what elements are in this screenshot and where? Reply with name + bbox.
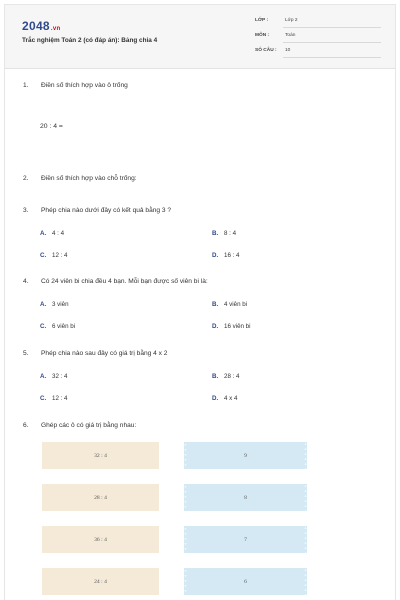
match-card-right[interactable]: 6 <box>187 568 304 595</box>
question-text: Điền số thích hợp vào ô trống <box>41 82 128 89</box>
question-number: 3. <box>23 207 29 214</box>
meta-count <box>255 46 381 58</box>
meta-divider <box>283 57 381 58</box>
option-text: 28 : 4 <box>224 373 240 380</box>
option-letter: C. <box>40 252 47 259</box>
option-text: 4 viên bi <box>224 301 248 308</box>
option-d[interactable] <box>212 323 251 330</box>
option-c[interactable] <box>40 323 75 330</box>
option-c[interactable] <box>40 252 67 259</box>
question-3 <box>23 207 171 214</box>
option-letter: B. <box>212 230 219 237</box>
worksheet-header <box>5 5 395 69</box>
question-4 <box>23 278 208 285</box>
option-letter: C. <box>40 395 47 402</box>
option-letter: D. <box>212 252 219 259</box>
logo-text: 2048 <box>22 19 50 33</box>
match-card-right[interactable]: 8 <box>187 484 304 511</box>
option-letter: D. <box>212 395 219 402</box>
question-number: 4. <box>23 278 29 285</box>
meta-class <box>255 16 381 28</box>
question-text: Có 24 viên bi chia đều 4 bạn. Mỗi bạn được số viên bi là: <box>41 278 208 285</box>
question-text: Điền số thích hợp vào chỗ trống: <box>41 175 137 182</box>
option-text: 12 : 4 <box>52 395 68 402</box>
option-text: 6 viên bi <box>52 323 76 330</box>
question-5 <box>23 350 167 357</box>
question-text: Ghép các ô có giá trị bằng nhau: <box>41 422 137 429</box>
question-text: Phép chia nào dưới đây có kết quả bằng 3 ? <box>41 207 172 214</box>
option-b[interactable] <box>212 373 239 380</box>
option-text: 4 : 4 <box>52 230 65 237</box>
option-letter: A. <box>40 230 47 237</box>
question-6 <box>23 422 136 429</box>
meta-subject-label: MÔN : <box>255 33 270 38</box>
question-2 <box>23 175 137 182</box>
meta-divider <box>283 27 381 28</box>
match-card-left[interactable]: 32 : 4 <box>42 442 159 469</box>
question-number: 6. <box>23 422 29 429</box>
option-letter: C. <box>40 323 47 330</box>
worksheet-page <box>4 4 396 600</box>
option-text: 16 viên bi <box>224 323 251 330</box>
question-number: 5. <box>23 350 29 357</box>
option-letter: A. <box>40 301 47 308</box>
match-card-right[interactable]: 9 <box>187 442 304 469</box>
option-text: 12 : 4 <box>52 252 68 259</box>
site-logo[interactable] <box>22 19 60 33</box>
meta-divider <box>283 42 381 43</box>
option-text: 32 : 4 <box>52 373 68 380</box>
option-b[interactable] <box>212 230 236 237</box>
match-card-left[interactable]: 24 : 4 <box>42 568 159 595</box>
meta-class-label: LỚP : <box>255 18 269 23</box>
option-a[interactable] <box>40 230 64 237</box>
question-number: 1. <box>23 82 29 89</box>
question-text: Phép chia nào sau đây có giá trị bằng 4 x 2 <box>41 350 168 357</box>
option-c[interactable] <box>40 395 67 402</box>
match-card-left[interactable]: 28 : 4 <box>42 484 159 511</box>
question-number: 2. <box>23 175 29 182</box>
option-d[interactable] <box>212 252 239 259</box>
option-d[interactable] <box>212 395 237 402</box>
question-1-expression: 20 : 4 = <box>40 123 63 130</box>
option-a[interactable] <box>40 301 69 308</box>
match-card-right[interactable]: 7 <box>187 526 304 553</box>
option-letter: B. <box>212 301 219 308</box>
option-letter: D. <box>212 323 219 330</box>
logo-suffix: .vn <box>50 26 61 32</box>
question-1 <box>23 82 128 89</box>
option-text: 8 : 4 <box>224 230 237 237</box>
option-letter: B. <box>212 373 219 380</box>
option-b[interactable] <box>212 301 247 308</box>
option-a[interactable] <box>40 373 67 380</box>
option-text: 3 viên <box>52 301 69 308</box>
worksheet-title: Trắc nghiệm Toán 2 (có đáp án): Bảng chia 4 <box>22 37 158 44</box>
meta-subject-value: Toán <box>285 33 296 38</box>
option-text: 16 : 4 <box>224 252 240 259</box>
meta-count-value: 10 <box>285 48 291 53</box>
meta-class-value: Lớp 2 <box>285 18 298 23</box>
meta-count-label: SỐ CÂU : <box>255 48 277 53</box>
match-card-left[interactable]: 36 : 4 <box>42 526 159 553</box>
meta-subject <box>255 31 381 43</box>
option-letter: A. <box>40 373 47 380</box>
option-text: 4 x 4 <box>224 395 238 402</box>
